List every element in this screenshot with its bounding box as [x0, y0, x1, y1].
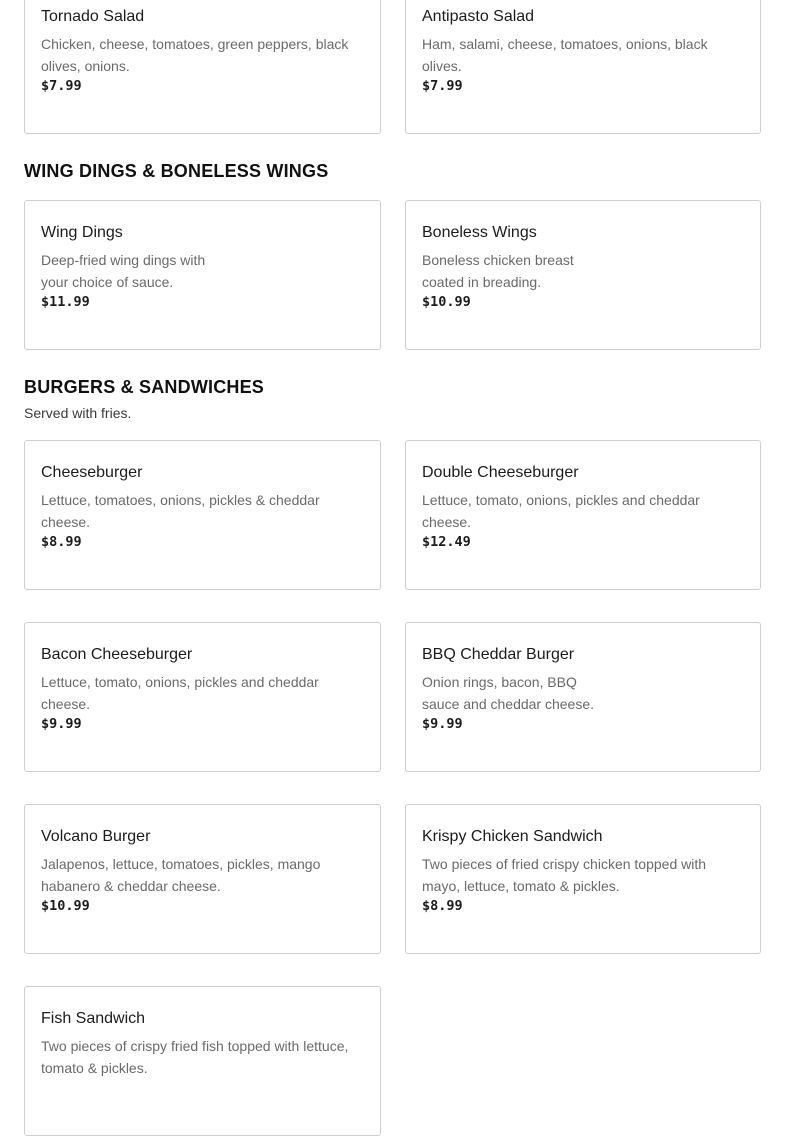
menu-item-card-boneless-wings[interactable] [405, 200, 761, 350]
menu-item-description: Onion rings, bacon, BBQ sauce and cheddar cheese. [422, 674, 595, 712]
menu-page [24, 0, 761, 1136]
menu-item-price: $10.99 [422, 294, 471, 310]
menu-item-name: Krispy Chicken Sandwich [422, 828, 603, 845]
menu-item-description: Lettuce, tomatoes, onions, pickles & cheddar cheese. [41, 492, 320, 530]
menu-item-description: Deep-fried wing dings with your choice of sauce. [41, 252, 206, 290]
section-title-burgers: BURGERS & SANDWICHES [24, 377, 265, 397]
menu-item-price: $7.99 [41, 78, 82, 94]
salads-grid [24, 0, 761, 134]
menu-item-description: Two pieces of fried crispy chicken topped with mayo, lettuce, tomato & pickles. [422, 856, 707, 894]
menu-item-description: Boneless chicken breast coated in breading. [422, 252, 574, 290]
menu-item-name: Cheeseburger [41, 464, 143, 481]
menu-item-name: Boneless Wings [422, 224, 537, 241]
section-subtitle-burgers: Served with fries. [24, 405, 132, 421]
menu-item-card-double-cheeseburger[interactable] [405, 440, 761, 590]
menu-item-price: $10.99 [41, 898, 90, 914]
menu-item-price: $8.99 [41, 534, 82, 550]
menu-item-description: Two pieces of crispy fried fish topped with lettuce, tomato & pickles. [41, 1038, 349, 1076]
menu-item-card-volcano-burger[interactable] [24, 804, 381, 954]
menu-item-name: BBQ Cheddar Burger [422, 646, 575, 663]
menu-item-name: Antipasto Salad [422, 8, 535, 25]
menu-item-price: $9.99 [422, 716, 463, 732]
menu-item-name: Tornado Salad [41, 8, 145, 25]
menu-item-price: $12.49 [422, 534, 471, 550]
menu-item-card-bbq-cheddar-burger[interactable] [405, 622, 761, 772]
menu-item-name: Volcano Burger [41, 828, 151, 845]
menu-item-price: $9.99 [41, 716, 82, 732]
menu-item-card-krispy-chicken-sandwich[interactable] [405, 804, 761, 954]
menu-item-card-wing-dings[interactable] [24, 200, 381, 350]
menu-item-name: Wing Dings [41, 224, 123, 241]
wings-grid [24, 200, 761, 350]
menu-item-description: Chicken, cheese, tomatoes, green peppers, black olives, onions. [41, 36, 349, 74]
menu-item-price: $7.99 [422, 78, 463, 94]
menu-item-description: Jalapenos, lettuce, tomatoes, pickles, mango habanero & cheddar cheese. [41, 856, 321, 894]
menu-item-description: Ham, salami, cheese, tomatoes, onions, black olives. [422, 36, 708, 74]
menu-item-name: Double Cheeseburger [422, 464, 579, 481]
menu-item-price: $8.99 [422, 898, 463, 914]
section-title-wings: WING DINGS & BONELESS WINGS [24, 161, 329, 181]
menu-item-name: Fish Sandwich [41, 1010, 146, 1027]
menu-item-card-cheeseburger[interactable] [24, 440, 381, 590]
menu-item-description: Lettuce, tomato, onions, pickles and cheddar cheese. [422, 492, 700, 530]
menu-item-card-bacon-cheeseburger[interactable] [24, 622, 381, 772]
menu-item-name: Bacon Cheeseburger [41, 646, 193, 663]
menu-item-price: $11.99 [41, 294, 90, 310]
menu-item-description: Lettuce, tomato, onions, pickles and cheddar cheese. [41, 674, 319, 712]
burgers-grid [24, 440, 761, 1136]
menu-item-card-fish-sandwich[interactable] [24, 986, 381, 1136]
menu-item-card-antipasto-salad[interactable] [405, 0, 761, 134]
menu-item-card-tornado-salad[interactable] [24, 0, 381, 134]
